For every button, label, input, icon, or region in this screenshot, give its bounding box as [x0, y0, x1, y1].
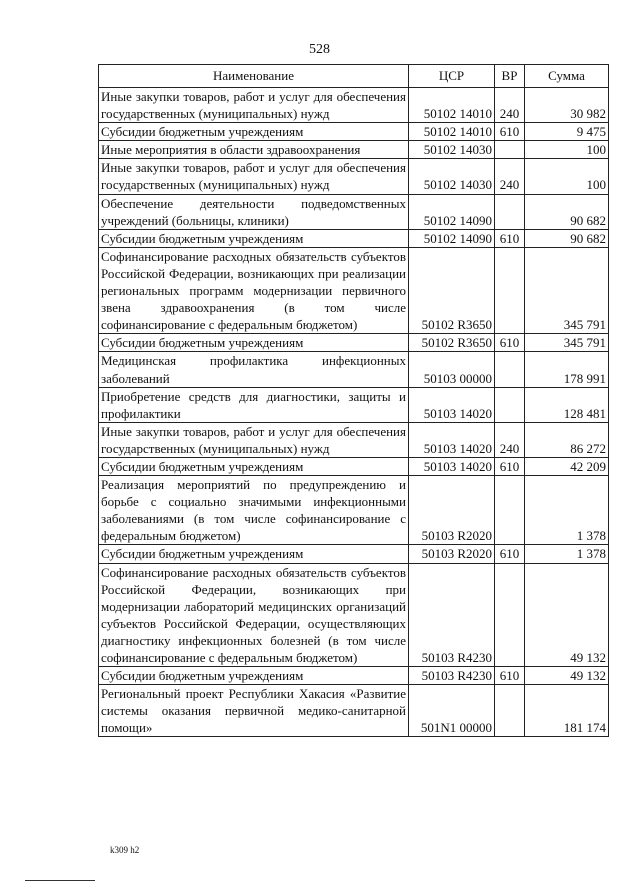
- table-row: [99, 563, 609, 667]
- cell-name: Иные закупки товаров, работ и услуг для обеспечения государственных (муниципальных) нужд: [99, 88, 409, 123]
- table-row: [99, 123, 609, 141]
- cell-sum: 49 132: [525, 563, 609, 667]
- cell-vr: [495, 476, 525, 545]
- cell-csr: 50103 14020: [409, 387, 495, 422]
- cell-sum: 1 378: [525, 476, 609, 545]
- cell-name: Субсидии бюджетным учреждениям: [99, 334, 409, 352]
- header-name: Наименование: [99, 65, 409, 88]
- table-row: [99, 352, 609, 387]
- header-vr: ВР: [495, 65, 525, 88]
- cell-vr: 610: [495, 123, 525, 141]
- cell-sum: 86 272: [525, 422, 609, 457]
- cell-vr: [495, 685, 525, 737]
- table-row: [99, 194, 609, 229]
- cell-csr: 50103 00000: [409, 352, 495, 387]
- cell-sum: 49 132: [525, 667, 609, 685]
- cell-csr: 501N1 00000: [409, 685, 495, 737]
- table-body: [99, 88, 609, 737]
- cell-name: Софинансирование расходных обязательств субъектов Российской Федерации, возникающих при модернизации лабораторий медицинских организаций субъектов Российской Федерации, осуществляющих диагностику инфекционных болезней (в том числе софинансирование с федеральным бюджетом): [99, 563, 409, 667]
- cell-csr: 50103 14020: [409, 422, 495, 457]
- cell-csr: 50103 R2020: [409, 476, 495, 545]
- cell-name: Софинансирование расходных обязательств субъектов Российской Федерации, возникающих при реализации региональных программ модернизации первичного звена здравоохранения (в том числе софинансирование с федеральным бюджетом): [99, 247, 409, 333]
- cell-csr: 50102 14010: [409, 123, 495, 141]
- table-row: [99, 159, 609, 194]
- table-row: [99, 667, 609, 685]
- cell-name: Субсидии бюджетным учреждениям: [99, 123, 409, 141]
- cell-vr: [495, 387, 525, 422]
- cell-vr: 610: [495, 667, 525, 685]
- cell-vr: [495, 194, 525, 229]
- table-row: [99, 422, 609, 457]
- cell-sum: 181 174: [525, 685, 609, 737]
- table-row: [99, 88, 609, 123]
- budget-table: [98, 64, 609, 737]
- footer-code: k309 h2: [110, 845, 140, 855]
- cell-sum: 100: [525, 159, 609, 194]
- table-row: [99, 545, 609, 563]
- cell-csr: 50102 14030: [409, 159, 495, 194]
- cell-csr: 50102 14030: [409, 141, 495, 159]
- table-row: [99, 229, 609, 247]
- cell-name: Субсидии бюджетным учреждениям: [99, 229, 409, 247]
- table-row: [99, 141, 609, 159]
- header-sum: Сумма: [525, 65, 609, 88]
- cell-sum: 30 982: [525, 88, 609, 123]
- cell-vr: 610: [495, 545, 525, 563]
- cell-name: Иные закупки товаров, работ и услуг для обеспечения государственных (муниципальных) нужд: [99, 422, 409, 457]
- cell-vr: [495, 247, 525, 333]
- cell-vr: 610: [495, 229, 525, 247]
- cell-csr: 50102 14090: [409, 229, 495, 247]
- cell-vr: [495, 141, 525, 159]
- cell-csr: 50103 R4230: [409, 667, 495, 685]
- cell-csr: 50102 R3650: [409, 247, 495, 333]
- cell-csr: 50103 R2020: [409, 545, 495, 563]
- cell-name: Иные мероприятия в области здравоохранения: [99, 141, 409, 159]
- cell-csr: 50102 R3650: [409, 334, 495, 352]
- cell-sum: 345 791: [525, 247, 609, 333]
- table-row: [99, 334, 609, 352]
- table-row: [99, 457, 609, 475]
- cell-csr: 50102 14010: [409, 88, 495, 123]
- page-number: 528: [309, 42, 330, 57]
- cell-name: Реализация мероприятий по предупреждению и борьбе с социально значимыми инфекционными заболеваниями (в том числе софинансирование с федеральным бюджетом): [99, 476, 409, 545]
- table-header-row: [99, 65, 609, 88]
- cell-sum: 100: [525, 141, 609, 159]
- header-csr: ЦСР: [409, 65, 495, 88]
- table-row: [99, 247, 609, 333]
- cell-sum: 90 682: [525, 194, 609, 229]
- cell-name: Субсидии бюджетным учреждениям: [99, 667, 409, 685]
- table-row: [99, 387, 609, 422]
- cell-sum: 178 991: [525, 352, 609, 387]
- cell-vr: 610: [495, 457, 525, 475]
- footer-rule: [25, 880, 95, 881]
- cell-sum: 42 209: [525, 457, 609, 475]
- cell-sum: 128 481: [525, 387, 609, 422]
- table-row: [99, 685, 609, 737]
- cell-vr: 240: [495, 422, 525, 457]
- cell-name: Медицинская профилактика инфекционных заболеваний: [99, 352, 409, 387]
- table-row: [99, 476, 609, 545]
- cell-name: Иные закупки товаров, работ и услуг для обеспечения государственных (муниципальных) нужд: [99, 159, 409, 194]
- cell-csr: 50102 14090: [409, 194, 495, 229]
- cell-sum: 9 475: [525, 123, 609, 141]
- cell-vr: [495, 352, 525, 387]
- cell-name: Приобретение средств для диагностики, защиты и профилактики: [99, 387, 409, 422]
- cell-name: Региональный проект Республики Хакасия «Развитие системы оказания первичной медико-санитарной помощи»: [99, 685, 409, 737]
- cell-vr: 610: [495, 334, 525, 352]
- cell-vr: 240: [495, 88, 525, 123]
- cell-name: Обеспечение деятельности подведомственных учреждений (больницы, клиники): [99, 194, 409, 229]
- cell-csr: 50103 R4230: [409, 563, 495, 667]
- cell-name: Субсидии бюджетным учреждениям: [99, 545, 409, 563]
- cell-vr: 240: [495, 159, 525, 194]
- cell-name: Субсидии бюджетным учреждениям: [99, 457, 409, 475]
- cell-sum: 90 682: [525, 229, 609, 247]
- cell-sum: 345 791: [525, 334, 609, 352]
- cell-csr: 50103 14020: [409, 457, 495, 475]
- cell-vr: [495, 563, 525, 667]
- cell-sum: 1 378: [525, 545, 609, 563]
